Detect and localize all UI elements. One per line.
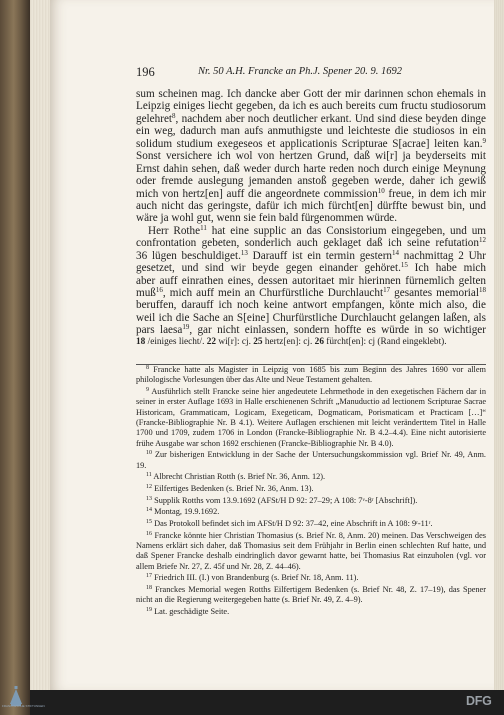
footnote: $^{18}$ Franckes Memorial wegen Rotths Eilfertigem Bedenken (s. Brief Nr. 48, Z. 17–19), das Spener nicht an die Regierung weitergegeben hatte (s. Brief Nr. 49, Z. 4–9). <box>136 584 486 605</box>
page-number: 196 <box>136 65 155 79</box>
footnote: $^9$ Ausführlich stellt Francke seine hier angedeutete Lehrmethode in den exegetischen Fächern dar in seiner in erster Auflage 1693 in Halle erschienenen Schrift „Manuductio ad lectionem Scripturae Sacrae Historicam, Grammaticam, Logicam, Exegeticam, Dogmaticam, Porismaticam et Practicam […]“ (Francke-Bibliographie Nr. B 4.1). Weitere Auflagen erschienen mit leicht veränderttem Titel in Halle 1700 und 1709, zudem 1706 in London (Francke-Bibliographie Nr. B 4.2–4.4). Eine nicht autorisierte frühe Ausgabe war schon 1692 erschienen (Francke-Bibliographie Nr. B 4.0). <box>136 386 486 448</box>
text-line: 36 lügen beschuldiget.$^{13}$ Darauff ist ein termin gestern$^{14}$ nachmittag 2 Uhr <box>136 249 486 262</box>
footnote: $^{16}$ Francke könnte hier Christian Thomasius (s. Brief Nr. 8, Anm. 20) meinen. Das Verschweigen des Namens erklärt sich daher, daß Thomasius seit dem Frühjahr in Berlin einen schlechten Ruf hatte, und daß Spener Francke deshalb eindringlich davor gewarnt hatte, bei Thomasius Rat einzuholen (vgl. vor allem Briefe Nr. 27, Z. 45f und Nr. 28, Z. 44–46). <box>136 530 486 571</box>
text-line: pars laesa$^{19}$, gar nicht einlassen, sondern hoffte es würde in so wichtiger <box>136 324 486 337</box>
text-line: oder fremde auslegung jemanden anstoß gegeben werde, daher ich gewiß <box>136 175 486 188</box>
text-line: sum scheinen mag. Ich dancke aber Gott der mir darinnen schon ehemals in <box>136 88 486 100</box>
text-line: ein weg, dadurch man aufs anmuthigste und leichteste die studiosos in ein <box>136 125 486 138</box>
text-line: confrontation gebeten, sonderlich auch geklaget daß ich seine refutation$^{12}$ <box>136 237 486 250</box>
footnote: $^{11}$ Albrecht Christian Rotth (s. Brief Nr. 36, Anm. 12). <box>146 472 326 482</box>
letter-body <box>136 88 486 337</box>
page-edges-left <box>30 0 52 690</box>
francke-foundation-label: FRANCKESCHE STIFTUNGEN <box>2 704 45 708</box>
text-line: wäre ja wohl gut, wenn sie fein bald fürgenommen würde. <box>136 212 398 225</box>
text-line: mich von hertz[en] auff die angeordnete commission$^{10}$ freue, in dem ich mir <box>136 187 486 200</box>
text-line: Herr Rothe$^{11}$ hat eine supplic an das Consistorium eingegeben, und um <box>148 224 486 237</box>
text-line: weil ich die Sache an S[eine] Churfürstliche Durchlaucht gelangen laßen, als <box>136 311 486 324</box>
footnote: $^{13}$ Supplik Rotths vom 13.9.1692 (AFSt/H D 92: 27–29; A 108: 7ᵛ-8ʳ [Abschrift]). <box>146 495 418 505</box>
text-line: aber auff einrathen eines, dessen autoritaet mir hierinnen fürnemlich gelten <box>136 274 486 287</box>
text-line: Leipzig einiges liecht gegeben, da ich es auch bereits cum fructu studiosorum <box>136 100 486 113</box>
text-line: Sonst versichere ich wol von hertzen Grund, daß wi[r] ja beyderseits mit <box>136 150 486 163</box>
footnote: $^8$ Francke hatte als Magister in Leipzig von 1685 bis zum Beginn des Jahres 1690 vor allem philologische Vorlesungen über das Alte und Neue Testament gehalten. <box>136 365 486 385</box>
text-line: auch nicht das geringste, dafür ich mich fürcht[en] dürffte bewust bin, und <box>136 199 486 212</box>
critical-apparatus: 18 /einiges liecht/. 22 wi[r]: cj. 25 hertz[en]: cj. 26 fürcht[en]: cj (Rand eingeklebt). <box>136 337 447 347</box>
dfg-logo: DFG <box>466 694 492 708</box>
book-spine <box>0 0 30 715</box>
running-title: Nr. 50 A.H. Francke an Ph.J. Spener 20. 9. 1692 <box>198 66 402 77</box>
footnote: $^{17}$ Friedrich III. (I.) von Brandenburg (s. Brief Nr. 18, Anm. 11). <box>146 573 359 583</box>
text-line: gesetzet, und sind wir beyde gegen einander gehöret.$^{15}$ Ich habe mich <box>136 262 486 275</box>
text-line: Ernst dahin sehen, daß weder durch harte reden noch durch einige Meynung <box>136 162 486 175</box>
text-line: beruffen, darauff ich noch keine antwort empfangen, könte mich also, die <box>136 299 486 312</box>
footnote: $^{15}$ Das Protokoll befindet sich im AFSt/H D 92: 37–42, eine Abschrift in A 108: 9ʳ-11ʳ. <box>146 518 433 528</box>
text-line: muß$^{16}$, mich auff mein an Churfürstliche Durchlaucht$^{17}$ gesantes memorial$^{18}$ <box>136 287 486 299</box>
footnote: $^{10}$ Zur bisherigen Entwicklung in der Sache der Untersuchungskommission vgl. Brief Nr. 49, Anm. 19. <box>136 450 486 470</box>
text-line: solidum studium exegeseos et applicationis Scripturae S[acrae] leiten kan.$^9$ <box>136 137 486 150</box>
footnotes <box>136 364 486 618</box>
footnote: $^{12}$ Eilfertiges Bedenken (s. Brief Nr. 36, Anm. 13). <box>146 483 314 493</box>
text-line: gelehret$^8$, nachdem aber noch deutlicher erkant. Und sind diese beyden dinge <box>136 112 486 125</box>
footnote: $^{19}$ Lat. geschädigte Seite. <box>146 606 230 616</box>
page-edges-right <box>493 0 504 690</box>
footnote: $^{14}$ Montag, 19.9.1692. <box>146 507 220 517</box>
